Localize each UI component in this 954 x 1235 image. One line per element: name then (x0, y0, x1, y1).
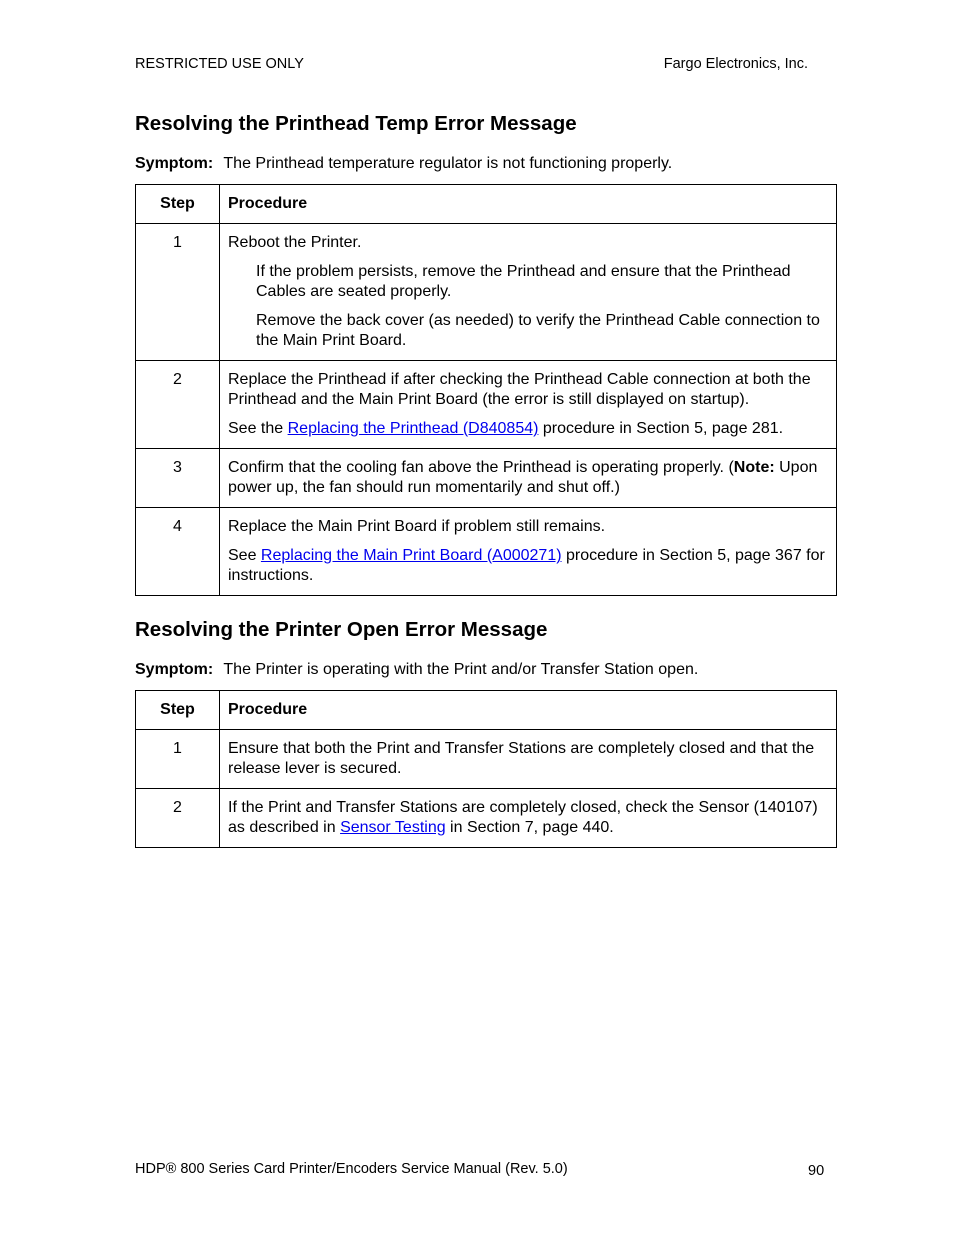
procedure-text: Remove the back cover (as needed) to verify the Printhead Cable connection to the Main Print Board. (256, 312, 820, 349)
procedure-table-temp-error (135, 184, 837, 596)
col-step: Step (136, 185, 220, 224)
text-segment: If the Print and Transfer Stations are completely closed, check the Sensor (140107) as described in (228, 799, 818, 836)
symptom-printer-open (135, 660, 837, 680)
link-sensor-testing[interactable]: Sensor Testing (340, 819, 446, 836)
section-title-printer-open: Resolving the Printer Open Error Message (135, 618, 548, 641)
procedure-text: Ensure that both the Print and Transfer Stations are completely closed and that the release lever is secured. (228, 740, 815, 777)
procedure-text (228, 546, 828, 586)
procedure-cell (220, 449, 837, 508)
procedure-cell (220, 224, 837, 361)
step-number: 1 (136, 730, 220, 789)
text-segment: procedure in Section 5, page 281. (538, 420, 784, 437)
table-header-row (136, 185, 837, 224)
table-row (136, 224, 837, 361)
table-row (136, 508, 837, 596)
procedure-text (228, 798, 828, 838)
section-printer-open (135, 616, 837, 848)
symptom-text: The Printer is operating with the Print and/or Transfer Station open. (223, 661, 699, 678)
procedure-cell (220, 361, 837, 449)
col-step: Step (136, 691, 220, 730)
header-left: RESTRICTED USE ONLY (135, 56, 304, 72)
symptom-label: Symptom: (135, 155, 214, 172)
text-segment: See the (228, 420, 288, 437)
note-label: Note: (733, 459, 775, 476)
symptom-text: The Printhead temperature regulator is not functioning properly. (223, 155, 673, 172)
page-number: 90 (808, 1163, 825, 1179)
text-segment: See (228, 547, 261, 564)
procedure-cell (220, 789, 837, 848)
table-row (136, 449, 837, 508)
step-number: 4 (136, 508, 220, 596)
link-replacing-printhead[interactable]: Replacing the Printhead (D840854) (287, 420, 539, 437)
footer-title: HDP® 800 Series Card Printer/Encoders Service Manual (Rev. 5.0) (135, 1161, 568, 1177)
procedure-cell (220, 508, 837, 596)
text-segment: Confirm that the cooling fan above the Printhead is operating properly. ( (228, 459, 734, 476)
table-row (136, 730, 837, 789)
procedure-cell (220, 730, 837, 789)
header-right: Fargo Electronics, Inc. (663, 56, 808, 72)
link-replacing-main-print-board[interactable]: Replacing the Main Print Board (A000271) (260, 547, 562, 564)
col-procedure: Procedure (220, 185, 837, 224)
table-row (136, 361, 837, 449)
text-segment: procedure in Section 5, page 367 for instructions. (228, 547, 825, 584)
table-row (136, 789, 837, 848)
step-number: 2 (136, 361, 220, 449)
text-segment: in Section 7, page 440. (445, 819, 614, 836)
symptom-label: Symptom: (135, 661, 214, 678)
step-number: 2 (136, 789, 220, 848)
text-segment: Upon power up, the fan should run momentarily and shut off.) (228, 459, 818, 496)
procedure-text: Replace the Printhead if after checking the Printhead Cable connection at both the Printhead and the Main Print Board (the error is still displayed on startup). (228, 371, 811, 408)
procedure-table-printer-open (135, 690, 837, 848)
procedure-text: Reboot the Printer. (228, 234, 362, 251)
col-procedure: Procedure (220, 691, 837, 730)
symptom-temp-error (135, 154, 837, 174)
step-number: 1 (136, 224, 220, 361)
procedure-text: If the problem persists, remove the Printhead and ensure that the Printhead Cables are seated properly. (256, 263, 791, 300)
step-number: 3 (136, 449, 220, 508)
procedure-text: Replace the Main Print Board if problem still remains. (228, 518, 606, 535)
table-header-row (136, 691, 837, 730)
section-title-temp-error: Resolving the Printhead Temp Error Message (135, 112, 577, 135)
procedure-text (228, 419, 828, 439)
page-content (135, 110, 837, 848)
procedure-text (228, 458, 828, 498)
